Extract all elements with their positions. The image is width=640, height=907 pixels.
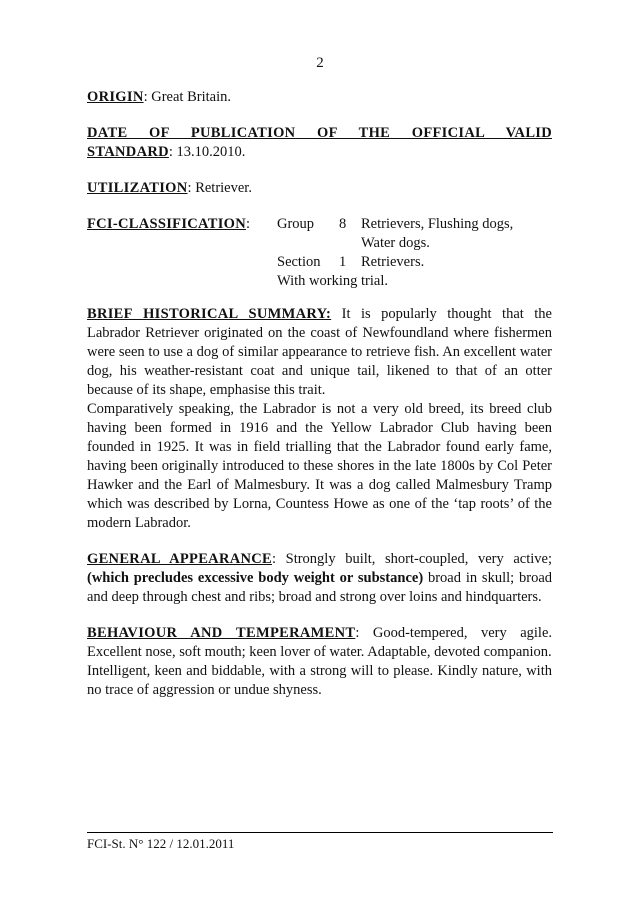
fci-classification-section: FCI-CLASSIFICATION: Group 8 Retrievers, Flushing dogs, Water dogs. Section 1 Retrievers. With working trial. [87,215,552,291]
publication-date-value: 13.10.2010. [176,144,246,160]
fci-classification-table [277,215,552,291]
standard-content [87,88,552,717]
publication-date-section: DATE OF PUBLICATION OF THE OFFICIAL VALID STANDARD: 13.10.2010. [87,125,552,160]
origin-section: ORIGIN: Great Britain. [87,89,231,105]
historical-summary-paragraph-1: It is popularly thought that the Labrador Retriever originated on the coast of Newfoundland where fishermen were seen to use a dog of similar appearance to retrieve fish. An excellent water dog, his weather-resistant coat and unique tail, likened to that of an otter because of its shape, emphasise this trait. [87,306,552,398]
footer-divider [87,832,553,833]
publication-date-heading-2: STANDARD [87,144,169,160]
fci-section-row: Section 1 Retrievers. [277,254,425,270]
fci-group-row-cont: Water dogs. [361,235,430,251]
footer-reference: FCI-St. N° 122 / 12.01.2011 [87,836,235,851]
behaviour-section: BEHAVIOUR AND TEMPERAMENT: Good-tempered, very agile. Excellent nose, soft mouth; keen lover of water. Adaptable, devoted companion. Intelligent, keen and biddable, with a strong will to please. Kindly nature, with no trace of aggression or undue shyness. [87,625,553,698]
utilization-value: Retriever. [195,180,252,196]
general-appearance-section: GENERAL APPEARANCE: Strongly built, short-coupled, very active; (which precludes excessive body weight or substance) broad in skull; broad and deep through chest and ribs; broad and strong over loins and hindquarters. [87,551,552,605]
publication-date-heading: DATE OF PUBLICATION OF THE OFFICIAL VALID [87,125,552,141]
historical-summary-section [87,305,552,533]
general-appearance-bold-note: (which precludes excessive body weight or substance) [87,570,424,586]
utilization-heading: UTILIZATION [87,180,188,196]
fci-group-row: Group 8 Retrievers, Flushing dogs, [277,216,514,232]
fci-trial-row: With working trial. [277,273,388,289]
utilization-section: UTILIZATION: Retriever. [87,180,252,196]
page-number: 2 [316,55,324,71]
origin-heading: ORIGIN [87,89,144,105]
fci-classification-heading: FCI-CLASSIFICATION [87,216,247,232]
historical-summary-paragraph-2: Comparatively speaking, the Labrador is not a very old breed, its breed club having been formed in 1916 and the Yellow Labrador Club having been founded in 1925. It was in field trialling that the Labrador found early fame, having been originally introduced to these shores in the late 1800s by Col Peter Hawker and the Earl of Malmesbury. It was a dog called Malmesbury Tramp which was described by Lorna, Countess Howe as one of the ‘tap roots’ of the modern Labrador. [87,401,552,531]
general-appearance-heading: GENERAL APPEARANCE [87,551,272,567]
behaviour-paragraph-1: Good-tempered, very agile. Excellent nose, soft mouth; keen lover of water. Adaptable, devoted companion. [87,625,553,660]
origin-value: Great Britain. [151,89,231,105]
behaviour-paragraph-2: Intelligent, keen and biddable, with a strong will to please. Kindly nature, with no trace of aggression or undue shyness. [87,663,552,698]
behaviour-heading: BEHAVIOUR AND TEMPERAMENT [87,625,356,641]
historical-summary-heading: BRIEF HISTORICAL SUMMARY: [87,306,332,322]
